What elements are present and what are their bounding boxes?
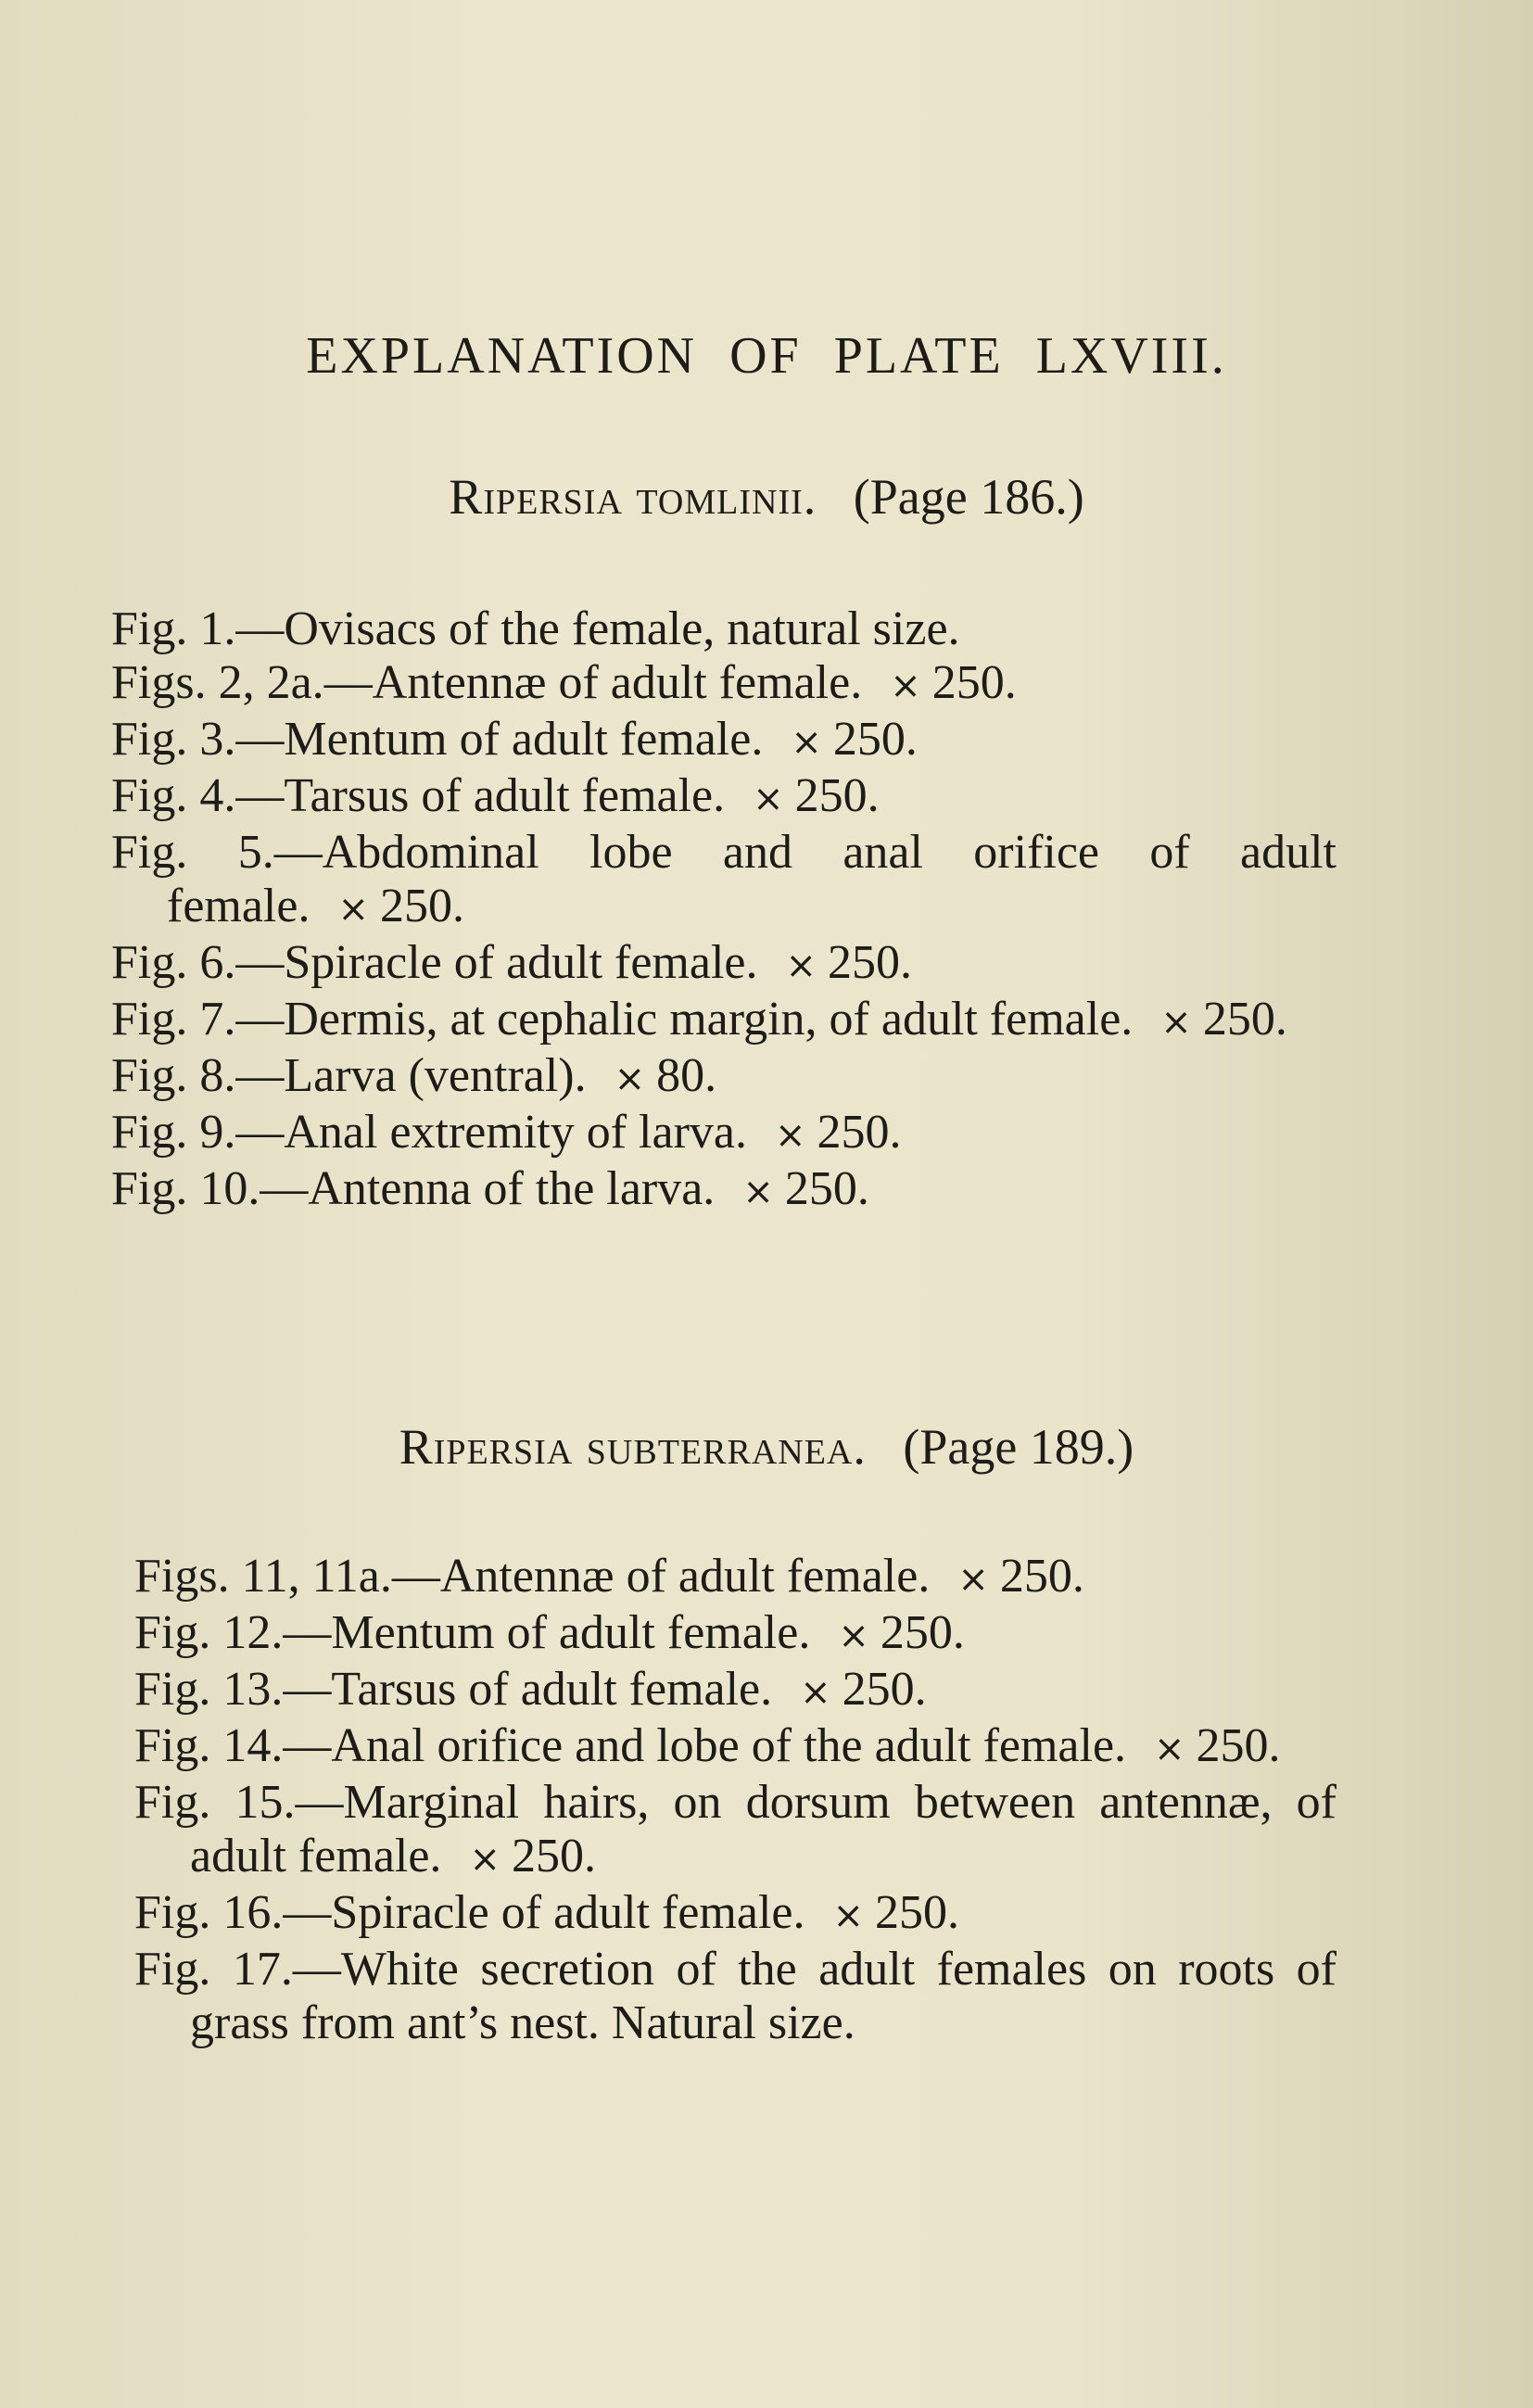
page-title: EXPLANATION OF PLATE LXVIII.	[306, 327, 1227, 385]
figure-label: Figs. 11, 11a.	[134, 1550, 392, 1603]
figure-entry	[111, 936, 1337, 993]
figure-label: Fig. 7.	[111, 993, 236, 1046]
figure-entry	[111, 769, 1337, 826]
figure-description: —Tarsus of adult female.	[235, 769, 726, 822]
figure-entry	[134, 1719, 1337, 1776]
page-reference: (Page 186.)	[853, 469, 1084, 525]
figure-description: —Ovisacs of the female, natural size.	[235, 602, 960, 655]
multiply-sign: ×	[614, 1058, 646, 1100]
section-heading-tomlinii	[0, 468, 1533, 526]
figure-description: —Antennæ of adult female.	[323, 656, 863, 709]
magnification-value: 250.	[842, 1663, 927, 1716]
multiply-sign: ×	[1160, 1001, 1192, 1044]
magnification	[742, 1162, 869, 1215]
figure-description: —Larva (ventral).	[235, 1049, 587, 1102]
figure-entry	[111, 713, 1337, 769]
figure-description: —Dermis, at cephalic margin, of adult female.	[235, 993, 1134, 1046]
multiply-sign: ×	[890, 665, 921, 707]
magnification	[890, 656, 1017, 709]
figure-label: Fig. 9.	[111, 1106, 236, 1159]
magnification	[337, 880, 464, 932]
magnification	[1154, 1719, 1281, 1772]
magnification	[614, 1049, 717, 1102]
magnification	[775, 1106, 902, 1159]
magnification	[469, 1830, 596, 1882]
multiply-sign: ×	[838, 1615, 869, 1657]
magnification-value: 250.	[931, 656, 1017, 709]
multiply-sign: ×	[832, 1895, 865, 1937]
figure-list-subterranea	[134, 1550, 1337, 2050]
figure-entry	[134, 1550, 1337, 1606]
magnification	[838, 1606, 965, 1659]
figure-entry	[111, 1162, 1337, 1219]
figure-label: Fig. 16.	[134, 1886, 284, 1939]
figure-description: —Antenna of the larva.	[260, 1162, 716, 1215]
figure-description: —Mentum of adult female.	[235, 713, 764, 766]
figure-label: Fig. 15.	[134, 1776, 296, 1829]
figure-entry	[111, 1049, 1337, 1106]
figure-label: Fig. 14.	[134, 1719, 284, 1772]
magnification-value: 250.	[511, 1830, 596, 1882]
multiply-sign: ×	[753, 778, 784, 820]
figure-label: Fig. 4.	[111, 769, 236, 822]
magnification	[833, 1886, 960, 1939]
magnification-value: 250.	[999, 1550, 1084, 1603]
magnification-value: 250.	[832, 713, 918, 766]
magnification-value: 250.	[817, 1106, 902, 1159]
magnification-value: 250.	[828, 936, 913, 989]
figure-list-tomlinii	[111, 602, 1337, 1219]
figure-label: Fig. 5.	[111, 826, 274, 879]
figure-description: —Marginal hairs, on dorsum between antennæ, of adult female.	[190, 1776, 1337, 1882]
multiply-sign: ×	[742, 1171, 774, 1213]
species-name: Ripersia subterranea.	[399, 1419, 867, 1475]
figure-label: Fig. 12.	[134, 1606, 284, 1659]
figure-label: Fig. 8.	[111, 1049, 236, 1102]
figure-description: —Spiracle of adult female.	[235, 936, 758, 989]
figure-label: Fig. 6.	[111, 936, 236, 989]
figure-description: —Tarsus of adult female.	[283, 1663, 773, 1716]
magnification-value: 80.	[656, 1049, 717, 1102]
figure-description: —Antennæ of adult female.	[391, 1550, 931, 1603]
multiply-sign: ×	[774, 1114, 806, 1157]
figure-entry	[111, 602, 1337, 656]
figure-description: —Spiracle of adult female.	[283, 1886, 805, 1939]
figure-description: —Abdominal lobe and anal orifice of adult female.	[167, 826, 1337, 932]
multiply-sign: ×	[1154, 1728, 1185, 1770]
magnification-value: 250.	[880, 1606, 965, 1659]
figure-label: Fig. 3.	[111, 713, 236, 766]
magnification	[1160, 993, 1287, 1046]
magnification-value: 250.	[784, 1162, 869, 1215]
magnification-value: 250.	[875, 1886, 960, 1939]
figure-entry	[111, 993, 1337, 1049]
magnification	[957, 1550, 1084, 1603]
figure-label: Fig. 10.	[111, 1162, 260, 1215]
multiply-sign: ×	[791, 721, 822, 764]
magnification	[753, 769, 880, 822]
multiply-sign: ×	[337, 888, 369, 931]
section-heading-subterranea	[0, 1418, 1533, 1476]
multiply-sign: ×	[785, 944, 817, 987]
figure-label: Fig. 13.	[134, 1663, 284, 1716]
multiply-sign: ×	[469, 1838, 500, 1881]
figure-entry	[134, 1776, 1337, 1886]
magnification	[800, 1663, 927, 1716]
figure-entry	[134, 1886, 1337, 1943]
magnification-value: 250.	[794, 769, 880, 822]
figure-label: Fig. 1.	[111, 602, 236, 655]
figure-description: —Mentum of adult female.	[283, 1606, 811, 1659]
figure-entry	[111, 1106, 1337, 1162]
magnification	[791, 713, 918, 766]
multiply-sign: ×	[800, 1671, 831, 1714]
figure-label: Fig. 17.	[134, 1943, 293, 1996]
magnification	[786, 936, 913, 989]
species-name: Ripersia tomlinii.	[449, 469, 817, 525]
figure-label: Figs. 2, 2a.	[111, 656, 324, 709]
figure-entry	[134, 1606, 1337, 1663]
figure-entry	[111, 826, 1337, 936]
figure-entry	[134, 1943, 1337, 2050]
page-reference: (Page 189.)	[903, 1419, 1134, 1475]
figure-entry	[111, 656, 1337, 713]
magnification-value: 250.	[1196, 1719, 1281, 1772]
magnification-value: 250.	[379, 880, 464, 932]
figure-entry	[134, 1663, 1337, 1719]
figure-description: —White secretion of the adult females on roots of grass from ant’s nest. Natural size.	[190, 1943, 1337, 2049]
figure-description: —Anal orifice and lobe of the adult female.	[283, 1719, 1127, 1772]
magnification-value: 250.	[1202, 993, 1287, 1046]
multiply-sign: ×	[957, 1558, 989, 1601]
figure-description: —Anal extremity of larva.	[235, 1106, 747, 1159]
